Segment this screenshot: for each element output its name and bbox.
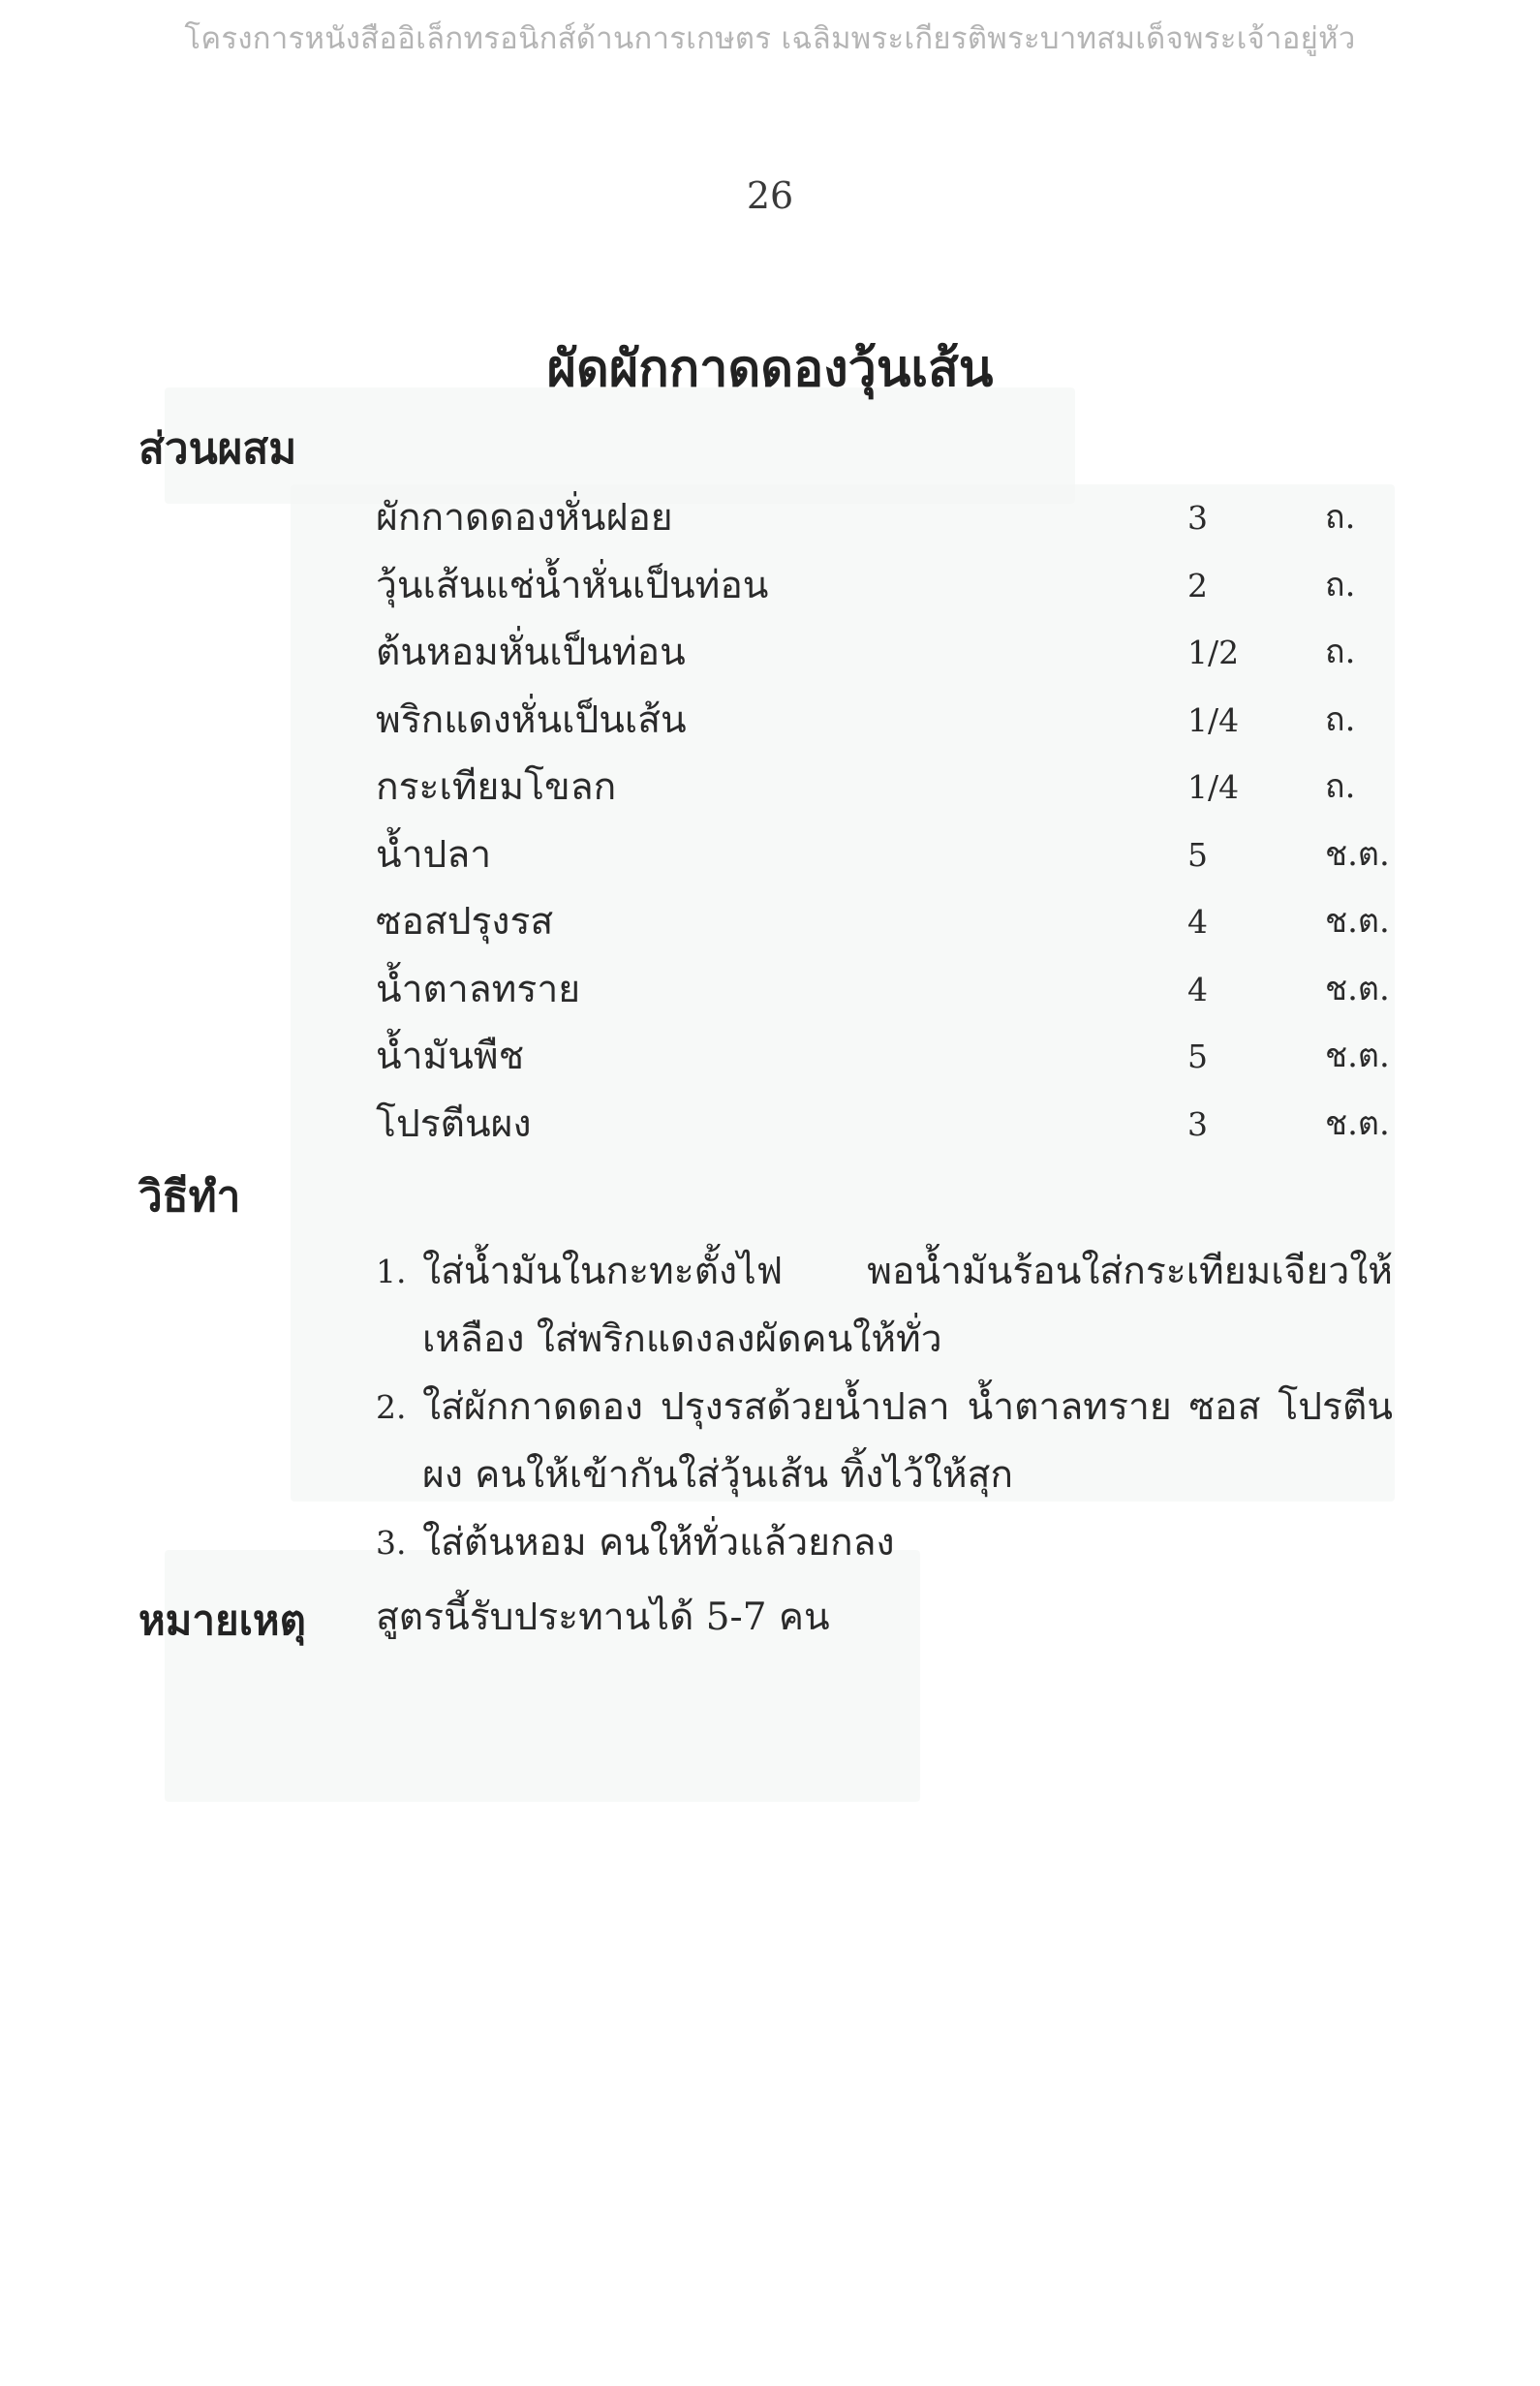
- step-number: 1.: [376, 1253, 407, 1290]
- ingredient-row: [376, 552, 1402, 620]
- ingredient-row: [376, 956, 1402, 1024]
- method-step: [376, 1238, 1393, 1374]
- ingredient-unit: ถ.: [1325, 767, 1356, 806]
- ingredient-row: [376, 821, 1402, 889]
- note-text: สูตรนี้รับประทานได้ 5-7 คน: [376, 1596, 830, 1639]
- ingredient-name: โปรตีนผง: [376, 1101, 532, 1146]
- ingredient-amount: 4: [1187, 970, 1208, 1008]
- ingredient-name: น้ำตาลทราย: [376, 967, 581, 1011]
- ingredient-unit: ถ.: [1325, 565, 1356, 604]
- ingredient-amount: 2: [1187, 566, 1208, 604]
- ingredient-name: พริกแดงหั่นเป็นเส้น: [376, 697, 687, 742]
- method-step: [376, 1509, 1393, 1577]
- ingredient-amount: 1/2: [1187, 634, 1240, 671]
- step-text: ใส่น้ำมันในกะทะตั้งไฟ พอน้ำมันร้อนใส่กระเทียมเจียวให้เหลือง ใส่พริกแดงลงผัดคนให้ทั่ว: [422, 1250, 1393, 1361]
- ingredient-unit: ช.ต.: [1325, 834, 1390, 874]
- ingredient-name: ซอสปรุงรส: [376, 900, 554, 944]
- recipe-title: ผัดผักกาดดองวุ้นเส้น: [546, 340, 994, 398]
- step-text: ใส่ต้นหอม คนให้ทั่วแล้วยกลง: [422, 1521, 895, 1565]
- ingredient-row: [376, 888, 1402, 956]
- method-heading: วิธีทำ: [139, 1172, 241, 1222]
- step-number: 2.: [376, 1388, 407, 1426]
- ingredient-name: น้ำมันพืช: [376, 1035, 525, 1078]
- step-number: 3.: [376, 1524, 407, 1562]
- ingredient-unit: ช.ต.: [1325, 1037, 1390, 1075]
- note-label: หมายเหตุ: [139, 1596, 306, 1644]
- ingredient-amount: 1/4: [1187, 700, 1240, 739]
- step-text: ใส่ผักกาดดอง ปรุงรสด้วยน้ำปลา น้ำตาลทราย ซอส โปรตีนผง คนให้เข้ากันใส่วุ้นเส้น ทิ้งไว้ให้สุก: [422, 1385, 1393, 1497]
- project-header: โครงการหนังสืออิเล็กทรอนิกส์ด้านการเกษตร เฉลิมพระเกียรติพระบาทสมเด็จพระเจ้าอยู่หัว: [184, 21, 1356, 56]
- ingredient-row: [376, 754, 1402, 821]
- ingredient-unit: ถ.: [1325, 498, 1356, 537]
- ingredient-amount: 3: [1187, 499, 1208, 537]
- method-steps: [376, 1238, 1393, 1577]
- method-step: [376, 1374, 1393, 1509]
- ingredient-unit: ช.ต.: [1325, 902, 1390, 941]
- ingredient-amount: 5: [1187, 1038, 1208, 1075]
- ingredient-row: [376, 1091, 1402, 1159]
- ingredient-amount: 3: [1187, 1104, 1208, 1143]
- ingredient-row: [376, 619, 1402, 687]
- ingredient-name: วุ้นเส้นแช่น้ำหั่นเป็นท่อน: [376, 563, 769, 607]
- ingredient-name: ต้นหอมหั่นเป็นท่อน: [376, 631, 686, 674]
- ingredient-amount: 5: [1187, 835, 1208, 874]
- ingredient-name: กระเทียมโขลก: [376, 765, 617, 809]
- ingredient-row: [376, 484, 1402, 552]
- ingredient-amount: 1/4: [1187, 768, 1240, 806]
- ingredient-unit: ถ.: [1325, 633, 1356, 671]
- ingredient-name: น้ำปลา: [376, 832, 492, 877]
- ingredient-amount: 4: [1187, 903, 1208, 941]
- ingredients-list: [376, 484, 1402, 1158]
- ingredients-heading: ส่วนผสม: [139, 424, 297, 474]
- ingredient-row: [376, 687, 1402, 755]
- page-number: 26: [746, 174, 794, 217]
- ingredient-unit: ช.ต.: [1325, 969, 1390, 1008]
- scan-shadow: [165, 1550, 920, 1802]
- ingredient-unit: ถ.: [1325, 699, 1356, 739]
- ingredient-row: [376, 1023, 1402, 1091]
- ingredient-unit: ช.ต.: [1325, 1103, 1390, 1143]
- ingredient-name: ผักกาดดองหั่นฝอย: [376, 496, 673, 540]
